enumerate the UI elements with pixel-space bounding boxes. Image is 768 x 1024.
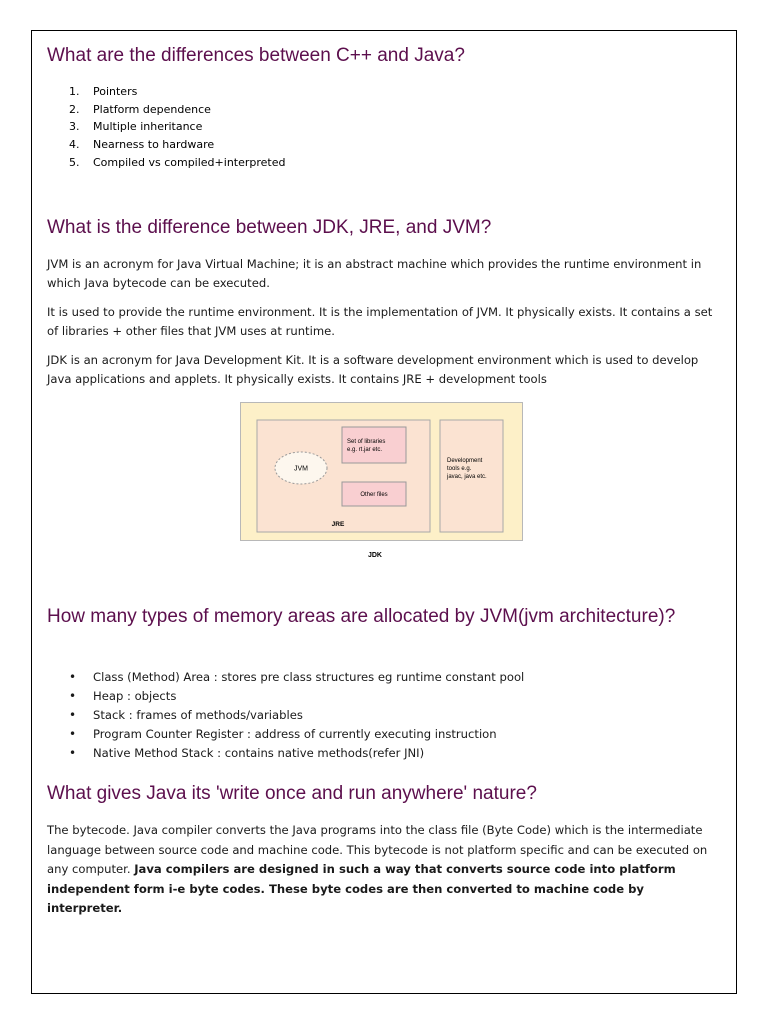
list-item: 2. Platform dependence <box>69 102 211 116</box>
jdk-label: JDK <box>367 552 383 559</box>
list-item: • Heap : objects <box>47 687 524 706</box>
libraries-label-line2: e.g. rt.jar etc. <box>347 447 383 453</box>
list-item: 3. Multiple inheritance <box>69 120 203 134</box>
list-item: • Class (Method) Area : stores pre class structures eg runtime constant pool <box>47 668 524 687</box>
other-files-label: Other files <box>360 492 388 498</box>
dev-tools-line2: tools e.g. <box>447 466 472 472</box>
list-item: • Program Counter Register : address of currently executing instruction <box>47 725 524 744</box>
heading-cpp-vs-java: What are the differences between C++ and Java? <box>47 45 465 66</box>
paragraph-jdk: JDK is an acronym for Java Development Kit. It is a software development environment which is used to develop Java applications and applets. It physically exists. It contains JRE + development tools <box>47 353 699 387</box>
heading-memory-areas: How many types of memory areas are allocated by JVM(jvm architecture)? <box>47 606 676 627</box>
memory-areas-list <box>47 668 524 763</box>
jre-label: JRE <box>331 521 345 528</box>
heading-write-once: What gives Java its 'write once and run anywhere' nature? <box>47 783 537 804</box>
list-item: • Stack : frames of methods/variables <box>47 706 524 725</box>
list-item: • Native Method Stack : contains native methods(refer JNI) <box>47 744 524 763</box>
paragraph-jvm: JVM is an acronym for Java Virtual Machine; it is an abstract machine which provides the runtime environment in which Java bytecode can be executed. <box>47 257 702 291</box>
paragraph-jre: It is used to provide the runtime environment. It is the implementation of JVM. It physically exists. It contains a set of libraries + other files that JVM uses at runtime. <box>47 305 713 339</box>
dev-tools-line1: Development <box>447 458 483 464</box>
list-item: 1. Pointers <box>69 85 138 98</box>
libraries-label-line1: Set of libraries <box>347 439 386 445</box>
dev-tools-line3: javac, java etc. <box>447 474 487 480</box>
list-item: 4. Nearness to hardware <box>69 138 215 152</box>
list-item: 5. Compiled vs compiled+interpreted <box>69 155 286 169</box>
libraries-box <box>342 427 406 463</box>
heading-jdk-jre-jvm: What is the difference between JDK, JRE, and JVM? <box>47 217 492 238</box>
paragraph-bytecode: The bytecode. Java compiler converts the Java programs into the class file (Byte Code) which is the intermediate language between source code and machine code. This bytecode is not platform specific and can be executed on any computer. Java compilers are designed in such a way that converts source code into platform independent form i-e byte codes. These byte codes are then converted to machine code by interpreter. <box>47 823 708 915</box>
jdk-jre-jvm-diagram <box>240 402 524 564</box>
jvm-label: JVM <box>294 465 308 473</box>
differences-list <box>47 83 285 172</box>
